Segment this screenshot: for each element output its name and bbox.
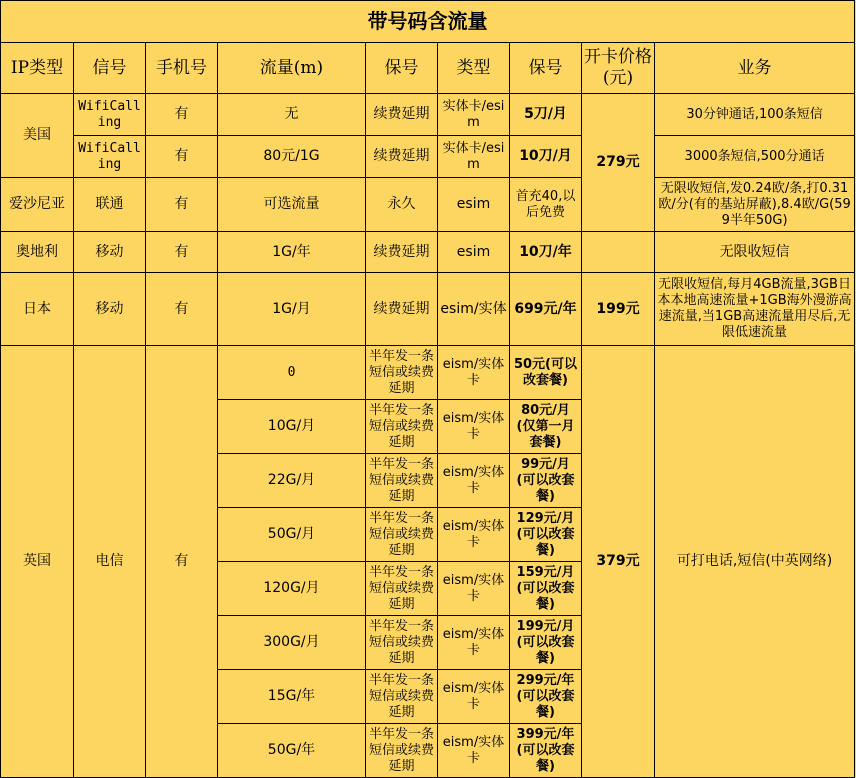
- cell-data: 22G/月: [218, 454, 366, 508]
- header-ip-type: IP类型: [1, 43, 74, 94]
- cell-keep: 续费延期: [366, 232, 438, 273]
- cell-fee: 99元/月(可以改套餐): [510, 454, 582, 508]
- cell-keep: 半年发一条短信或续费延期: [366, 454, 438, 508]
- cell-type: esim: [438, 232, 510, 273]
- cell-keep: 半年发一条短信或续费延期: [366, 346, 438, 400]
- cell-type: eism/实体卡: [438, 508, 510, 562]
- cell-fee: 299元/年(可以改套餐): [510, 670, 582, 724]
- cell-keep: 半年发一条短信或续费延期: [366, 562, 438, 616]
- cell-signal: 电信: [74, 346, 146, 778]
- cell-type: eism/实体卡: [438, 346, 510, 400]
- cell-signal: 移动: [74, 232, 146, 273]
- header-signal: 信号: [74, 43, 146, 94]
- cell-data: 50G/月: [218, 508, 366, 562]
- table-row: [1, 232, 855, 273]
- cell-keep: 续费延期: [366, 273, 438, 346]
- cell-type: eism/实体卡: [438, 400, 510, 454]
- cell-type: esim: [438, 178, 510, 232]
- cell-keep: 半年发一条短信或续费延期: [366, 724, 438, 778]
- header-price: 开卡价格(元): [582, 43, 655, 94]
- header-service: 业务: [655, 43, 855, 94]
- cell-fee: 首充40,以后免费: [510, 178, 582, 232]
- cell-data: 10G/月: [218, 400, 366, 454]
- cell-service: 可打电话,短信(中英网络): [655, 346, 855, 778]
- cell-service: 3000条短信,500分通话: [655, 136, 855, 178]
- cell-phone: 有: [146, 178, 218, 232]
- cell-data: 0: [218, 346, 366, 400]
- cell-data: 无: [218, 94, 366, 136]
- cell-fee: 699元/年: [510, 273, 582, 346]
- cell-price: 279元: [582, 94, 655, 232]
- cell-keep: 半年发一条短信或续费延期: [366, 670, 438, 724]
- cell-type: eism/实体卡: [438, 562, 510, 616]
- cell-type: 实体卡/esim: [438, 94, 510, 136]
- cell-signal: 移动: [74, 273, 146, 346]
- header-type: 类型: [438, 43, 510, 94]
- cell-phone: 有: [146, 94, 218, 136]
- cell-fee: 159元/月(可以改套餐): [510, 562, 582, 616]
- cell-data: 80元/1G: [218, 136, 366, 178]
- cell-fee: 129元/月(可以改套餐): [510, 508, 582, 562]
- cell-fee: 5刀/月: [510, 94, 582, 136]
- cell-phone: 有: [146, 346, 218, 778]
- page-title: 带号码含流量: [1, 1, 855, 43]
- table-row: [1, 273, 855, 346]
- cell-data: 300G/月: [218, 616, 366, 670]
- table-row: [1, 346, 855, 400]
- cell-signal: WifiCalling: [74, 94, 146, 136]
- cell-keep: 永久: [366, 178, 438, 232]
- cell-data: 可选流量: [218, 178, 366, 232]
- cell-keep: 半年发一条短信或续费延期: [366, 508, 438, 562]
- header-data: 流量(m): [218, 43, 366, 94]
- cell-data: 1G/年: [218, 232, 366, 273]
- cell-fee: 50元(可以改套餐): [510, 346, 582, 400]
- cell-service: 无限收短信: [655, 232, 855, 273]
- cell-phone: 有: [146, 136, 218, 178]
- cell-fee: 10刀/月: [510, 136, 582, 178]
- table-row: [1, 178, 855, 232]
- cell-type: eism/实体卡: [438, 670, 510, 724]
- cell-ip: 日本: [1, 273, 74, 346]
- cell-data: 50G/年: [218, 724, 366, 778]
- cell-type: eism/实体卡: [438, 616, 510, 670]
- cell-phone: 有: [146, 273, 218, 346]
- cell-price: 199元: [582, 273, 655, 346]
- cell-service: 无限收短信,每月4GB流量,3GB日本本地高速流量+1GB海外漫游高速流量,当1GB高速流量用尽后,无限低速流量: [655, 273, 855, 346]
- cell-ip: 奥地利: [1, 232, 74, 273]
- cell-fee: 199元/月(可以改套餐): [510, 616, 582, 670]
- cell-type: eism/实体卡: [438, 724, 510, 778]
- cell-price-empty: [582, 232, 655, 273]
- cell-ip: 爱沙尼亚: [1, 178, 74, 232]
- cell-ip: 美国: [1, 94, 74, 178]
- cell-signal: WifiCalling: [74, 136, 146, 178]
- cell-keep: 半年发一条短信或续费延期: [366, 616, 438, 670]
- cell-keep: 半年发一条短信或续费延期: [366, 400, 438, 454]
- cell-type: eism/实体卡: [438, 454, 510, 508]
- cell-service: 无限收短信,发0.24欧/条,打0.31欧/分(有的基站屏蔽),8.4欧/G(599半年50G): [655, 178, 855, 232]
- cell-data: 1G/月: [218, 273, 366, 346]
- table-row: [1, 94, 855, 136]
- header-keep: 保号: [366, 43, 438, 94]
- cell-price: 379元: [582, 346, 655, 778]
- cell-fee: 399元/年(可以改套餐): [510, 724, 582, 778]
- cell-data: 15G/年: [218, 670, 366, 724]
- cell-ip: 英国: [1, 346, 74, 778]
- cell-keep: 续费延期: [366, 136, 438, 178]
- cell-signal: 联通: [74, 178, 146, 232]
- header-keep-fee: 保号: [510, 43, 582, 94]
- cell-fee: 80元/月(仅第一月套餐): [510, 400, 582, 454]
- cell-keep: 续费延期: [366, 94, 438, 136]
- table-row: [1, 136, 855, 178]
- cell-type: 实体卡/esim: [438, 136, 510, 178]
- header-phone: 手机号: [146, 43, 218, 94]
- cell-service: 30分钟通话,100条短信: [655, 94, 855, 136]
- cell-phone: 有: [146, 232, 218, 273]
- cell-data: 120G/月: [218, 562, 366, 616]
- cell-type: esim/实体: [438, 273, 510, 346]
- cell-fee: 10刀/年: [510, 232, 582, 273]
